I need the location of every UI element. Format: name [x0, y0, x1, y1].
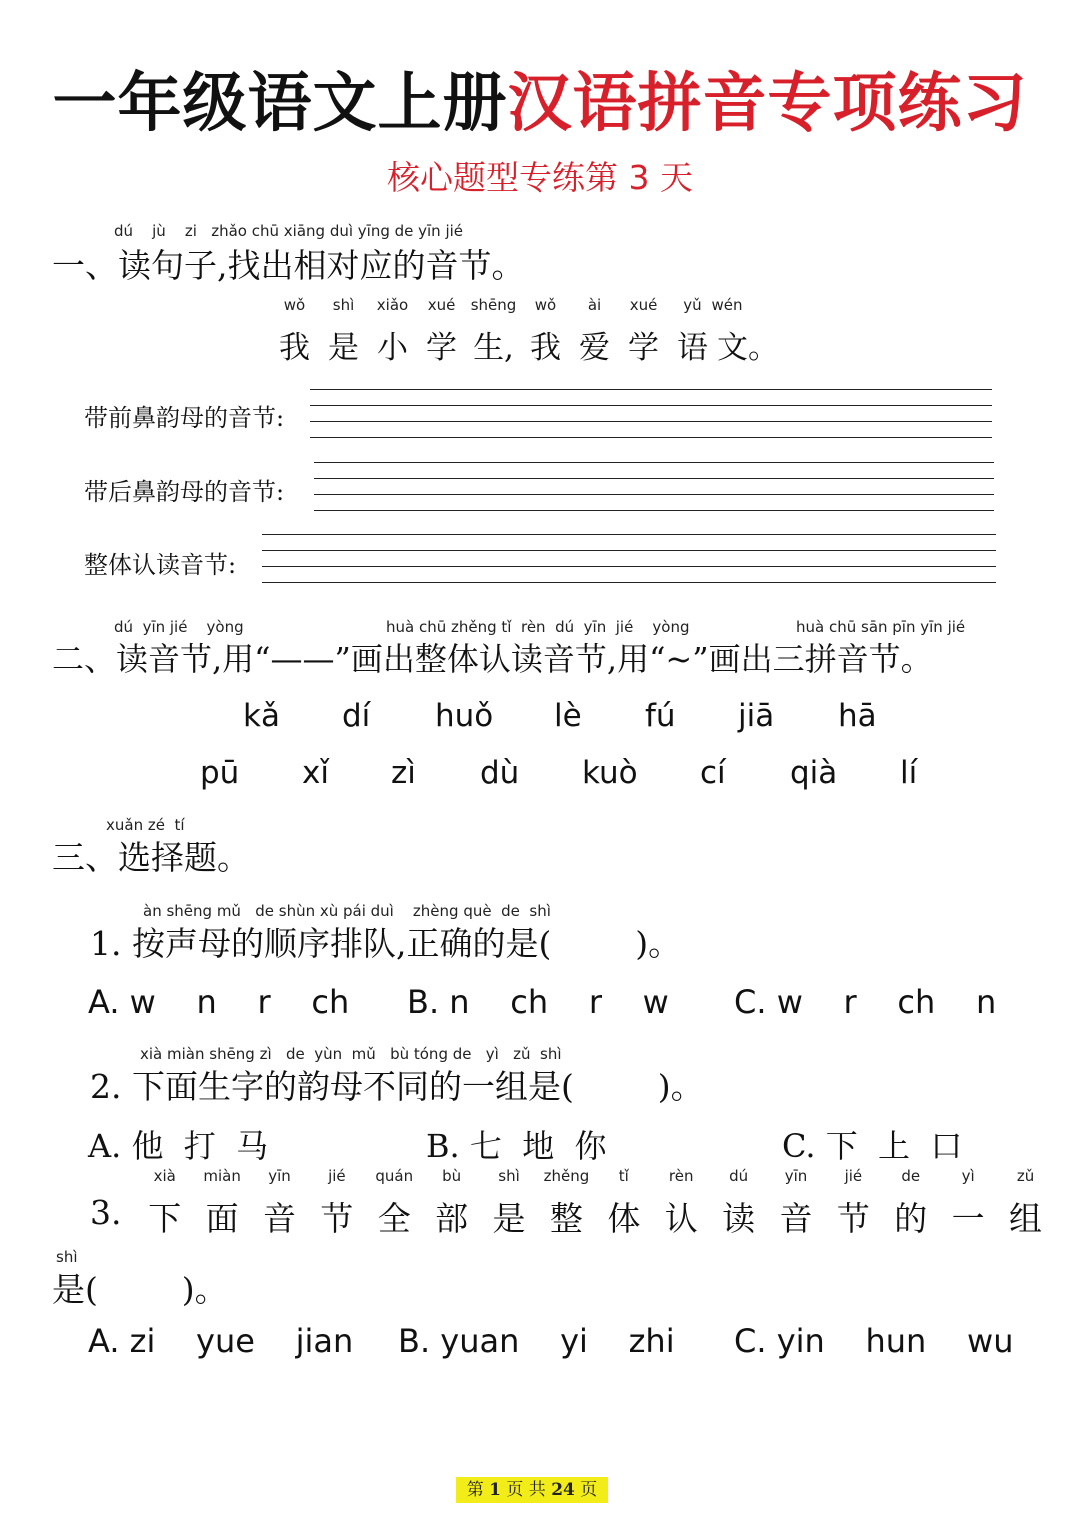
q3-option-a[interactable]: A. zi yue jian [88, 1322, 354, 1360]
writing-line [314, 494, 994, 495]
page-footer: 第 1 页 共 24 页 [456, 1477, 608, 1503]
syllable: jiā [738, 698, 775, 734]
label-whole-syllable: 整体认读音节: [84, 551, 237, 579]
q1-option-a[interactable]: A. w n r ch [88, 983, 350, 1021]
section1-heading: 一、读句子,找出相对应的音节。 [52, 246, 525, 285]
syllable: fú [645, 698, 676, 734]
writing-line [262, 566, 996, 567]
q3-char: jié 节 [320, 1167, 354, 1238]
q3-char: tǐ 体 [607, 1167, 641, 1238]
label-back-nasal: 带后鼻韵母的音节: [84, 478, 285, 506]
title-part-1: 一年级语文上册 [52, 67, 508, 141]
writing-line [314, 478, 994, 479]
writing-line [262, 582, 996, 583]
q3-char: rèn 认 [664, 1167, 698, 1238]
q3-option-b[interactable]: B. yuan yi zhi [398, 1322, 675, 1360]
q1-option-b[interactable]: B. n ch r w [407, 983, 669, 1021]
q2-pinyin: xià miàn shēng zì de yùn mǔ bù tóng de yì zǔ shì [140, 1045, 562, 1063]
section2-pinyin-2: huà chū zhěng tǐ rèn dú yīn jié yòng [386, 618, 690, 636]
page-total: 24 [551, 1480, 575, 1500]
section1-sentence: wǒ 我 shì 是 xiǎo 小 xué 学 shēng 生, wǒ 我 ài 爱 xué 学 yǔ 语 wén 文。 [279, 296, 779, 366]
writing-line [310, 437, 992, 438]
q1-option-c[interactable]: C. w r ch n [734, 983, 997, 1021]
syllable: lè [554, 698, 582, 734]
page-number: 1 [489, 1480, 501, 1500]
title-part-2: 汉语拼音专项练习 [507, 67, 1028, 141]
writing-line [262, 550, 996, 551]
section2-pinyin-1: dú yīn jié yòng [114, 618, 244, 636]
q2-option-b[interactable]: B. 七 地 你 [426, 1127, 607, 1165]
syllable: qià [790, 755, 838, 791]
writing-line [310, 405, 992, 406]
syllable: cí [700, 755, 726, 791]
label-front-nasal: 带前鼻韵母的音节: [84, 404, 285, 432]
q3-char: yīn 音 [262, 1167, 296, 1238]
syllable: zì [391, 755, 416, 791]
q3-option-c[interactable]: C. yin hun wu [734, 1322, 1014, 1360]
q3-char: bù 部 [435, 1167, 469, 1238]
section2-pinyin-3: huà chū sān pīn yīn jié [796, 618, 966, 636]
syllable: kuò [582, 755, 638, 791]
q2-text: 2. 下面生字的韵母不同的一组是( )。 [90, 1067, 704, 1106]
q3-line2-pinyin: shì [56, 1248, 78, 1266]
q3-char: shì 是 [492, 1167, 526, 1238]
q3-char: zǔ 组 [1009, 1167, 1043, 1238]
q3-line2-text: 是( )。 [52, 1270, 228, 1309]
q1-text: 1. 按声母的顺序排队,正确的是( )。 [90, 924, 682, 963]
q2-option-a[interactable]: A. 他 打 马 [88, 1127, 269, 1165]
writing-line [314, 510, 994, 511]
q3-char: quán 全 [375, 1167, 414, 1238]
syllable: huǒ [435, 698, 494, 734]
q3-char: de 的 [894, 1167, 928, 1238]
writing-line [314, 462, 994, 463]
section3-heading-pinyin: xuǎn zé tí [106, 816, 185, 834]
q3-char: dú 读 [722, 1167, 756, 1238]
syllable: pū [200, 755, 240, 791]
writing-line [310, 389, 992, 390]
section2-heading: 二、读音节,用“——”画出整体认读音节,用“~”画出三拼音节。 [52, 640, 933, 678]
q3-char: miàn 面 [203, 1167, 241, 1238]
page-title [0, 52, 1080, 144]
syllable: hā [838, 698, 877, 734]
syllable: kǎ [243, 698, 280, 734]
writing-line [310, 421, 992, 422]
syllable: dí [342, 698, 371, 734]
q3-char: zhěng 整 [543, 1167, 590, 1238]
q2-option-c[interactable]: C. 下 上 口 [782, 1127, 963, 1165]
q3-text [136, 1167, 1054, 1240]
syllable: xǐ [302, 755, 329, 791]
page-subtitle: 核心题型专练第 3 天 [387, 158, 693, 197]
q3-char: yì 一 [951, 1167, 985, 1238]
q3-number: 3. [90, 1193, 122, 1232]
writing-line [262, 534, 996, 535]
syllable: lí [900, 755, 918, 791]
q1-pinyin: àn shēng mǔ de shùn xù pái duì zhèng què de shì [143, 902, 551, 920]
q3-char: xià 下 [148, 1167, 182, 1238]
section3-heading: 三、选择题。 [52, 838, 250, 877]
syllable: dù [480, 755, 520, 791]
q3-char: yīn 音 [779, 1167, 813, 1238]
q3-char: jié 节 [836, 1167, 870, 1238]
section1-heading-pinyin: dú jù zi zhǎo chū xiāng duì yīng de yīn jié [114, 222, 464, 240]
